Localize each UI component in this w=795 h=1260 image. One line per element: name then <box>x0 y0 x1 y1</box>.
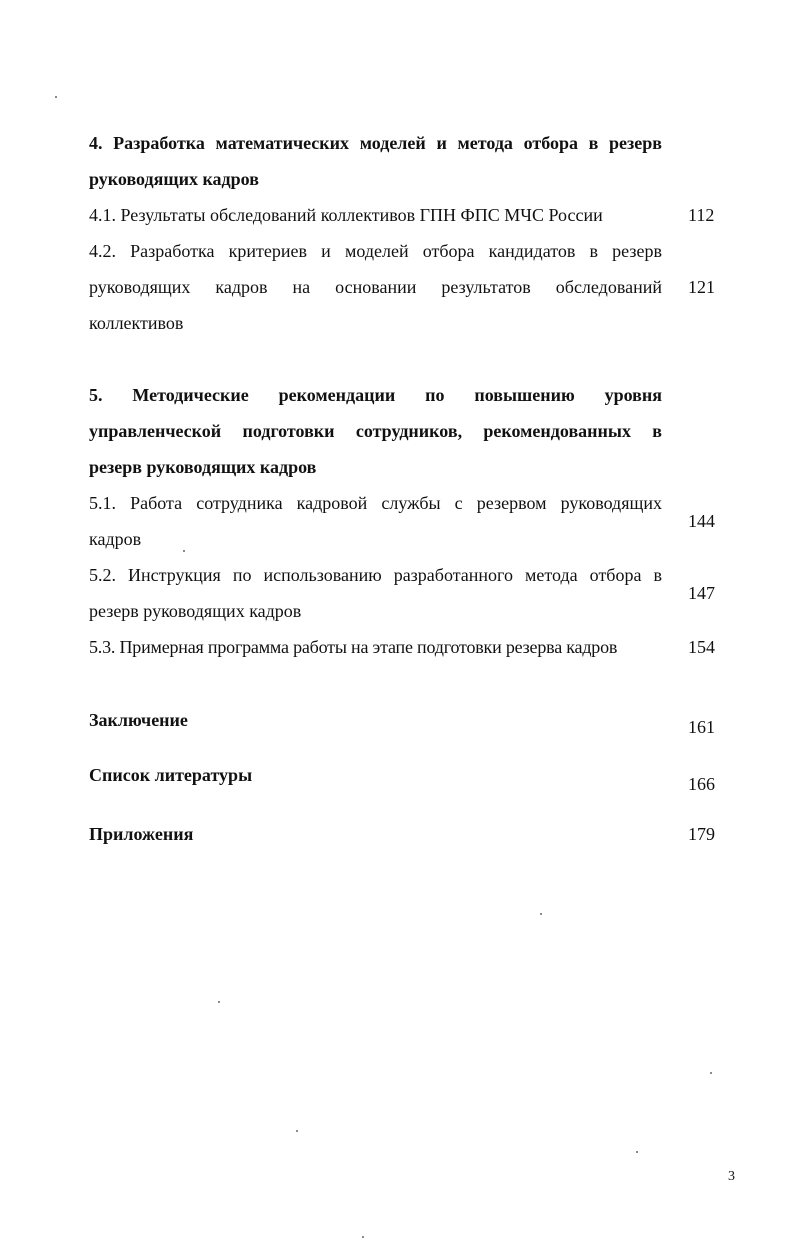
toc-entry-5-3: 5.3. Примерная программа работы на этапе подготовки резерва кадров <box>89 637 618 657</box>
word: 5. <box>89 385 103 405</box>
toc-entry-5-2-line2: резерв руководящих кадров <box>89 601 302 621</box>
toc-page-appendices: 179 <box>688 824 715 844</box>
chapter-4-title-line1: 4. Разработка математических моделей и метода отбора в резерв <box>89 133 662 153</box>
toc-entry-references: Список литературы <box>89 765 253 785</box>
toc-page-conclusion: 161 <box>688 717 715 737</box>
scan-speck <box>218 1001 220 1003</box>
toc-entry-5-1-line2: кадров <box>89 529 142 549</box>
chapter-5-title-line3: резерв руководящих кадров <box>89 457 317 477</box>
toc-page-4-2: 121 <box>688 277 715 297</box>
page-number: 3 <box>728 1169 735 1184</box>
word: руководящих <box>89 277 191 297</box>
chapter-4-title-line2: руководящих кадров <box>89 169 259 189</box>
toc-entry-conclusion: Заключение <box>89 710 188 730</box>
toc-page-4-1: 112 <box>688 205 715 225</box>
word: результатов <box>441 277 531 297</box>
word: повышению <box>474 385 575 405</box>
toc-entry-4-1: 4.1. Результаты обследований коллективов ГПН ФПС МЧС России <box>89 205 603 225</box>
toc-page-5-2: 147 <box>688 583 715 603</box>
word: основании <box>335 277 417 297</box>
toc-entry-4-2-line3: коллективов <box>89 313 184 333</box>
scan-speck <box>183 550 185 552</box>
toc-entry-4-2-line1: 4.2. Разработка критериев и моделей отбора кандидатов в резерв <box>89 241 662 261</box>
toc-entry-4-2-line2 <box>89 276 662 298</box>
toc-page-5-1: 144 <box>688 511 715 531</box>
scan-speck <box>710 1072 712 1074</box>
word: кадров <box>215 277 268 297</box>
scan-speck <box>55 96 57 98</box>
scan-speck <box>636 1151 638 1153</box>
toc-entry-5-1-line1: 5.1. Работа сотрудника кадровой службы с резервом руководящих <box>89 493 662 513</box>
word: обследований <box>555 277 662 297</box>
word: по <box>425 385 445 405</box>
chapter-5-title-line1 <box>89 384 662 406</box>
word: рекомендации <box>278 385 396 405</box>
scan-speck <box>362 1236 364 1238</box>
word: уровня <box>604 385 662 405</box>
toc-page-references: 166 <box>688 774 715 794</box>
scan-speck <box>296 1130 298 1132</box>
word: Методические <box>132 385 249 405</box>
word: на <box>292 277 311 297</box>
toc-entry-appendices: Приложения <box>89 824 194 844</box>
toc-page-5-3: 154 <box>688 637 715 657</box>
chapter-5-title-line2: управленческой подготовки сотрудников, рекомендованных в <box>89 421 662 441</box>
scan-speck <box>540 913 542 915</box>
toc-entry-5-2-line1: 5.2. Инструкция по использованию разработанного метода отбора в <box>89 565 662 585</box>
